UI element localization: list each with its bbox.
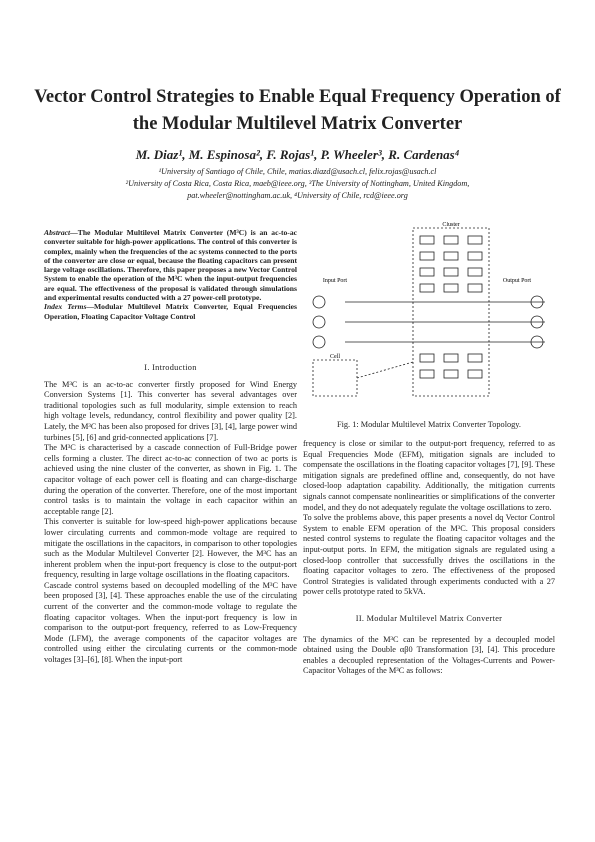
- label-output-port: Output Port: [502, 278, 532, 284]
- paper-title: [20, 84, 575, 138]
- affil-line-1: ¹University of Santiago of Chile, Chile, matias.diazd@usach.cl, felix.rojas@usach.cl: [158, 167, 437, 176]
- section-2-heading: II. Modular Multilevel Matrix Converter: [355, 613, 503, 623]
- abstract: [44, 228, 297, 321]
- cell-column-3: [468, 236, 482, 378]
- intro-paragraph-1: The M³C is an ac-to-ac converter firstly proposed for Wind Energy Conversion Systems [1]. This converter has several advantages over traditional topologies such as full modularity, simple extension to reach high voltage levels, redundancy, control flexibility and power quality [2]. Lately, the M³C has been also proposed for drives [3], [4], large power wind turbines [5], [6] and grid-connected applications [7].: [44, 379, 297, 442]
- power-cell-detail: [313, 360, 357, 396]
- affiliations: [40, 166, 555, 202]
- intro-paragraph-3: This converter is suitable for low-speed high-power applications because lower circulating currents and common-mode voltage are required to mitigate the oscillations in the capacitors, in comparison to other topologies such as the Modular Multilevel Converter [2]. However, the M³C has an inherent problem when the input-port frequency is close to the output-port frequency, resulting in large voltage oscillations in the floating capacitors.: [44, 517, 297, 580]
- right-column-body: [303, 439, 555, 677]
- authors: M. Diaz¹, M. Espinosa², F. Rojas¹, P. Wheeler³, R. Cardenas⁴: [135, 147, 460, 162]
- left-column-body: [44, 363, 297, 666]
- title-line-2: the Modular Multilevel Matrix Converter: [132, 114, 463, 134]
- abstract-label: Abstract: [44, 228, 71, 237]
- label-cell: Cell: [330, 354, 340, 360]
- label-input-port: Input Port: [322, 278, 348, 284]
- cell-column-2: [444, 236, 458, 378]
- index-terms-text: —Modular Multilevel Matrix Converter, Equal Frequencies Operation, Floating Capacitor Voltage Control: [44, 302, 297, 321]
- intro-paragraph-5: frequency is close or similar to the output-port frequency, referred to as Equal Frequencies Mode (EFM), mitigation signals are included to compensate the oscillations in the floating capacitor voltages [7], [9]. These mitigation signals are predefined offline and, consequently, do not have closed-loop adaptation capability. Additionally, the mitigation currents signals cannot compensate nonlinearities or simplifications of the converter model, and they do not adequately regulate the voltage oscillations to zero.: [303, 439, 555, 512]
- section-1-heading: I. Introduction: [144, 363, 197, 372]
- index-terms-label: Index Terms: [44, 302, 87, 312]
- intro-paragraph-6: To solve the problems above, this paper presents a novel dq Vector Control System to enable EFM operation of the M³C. This proposal considers nested control systems to regulate the floating capacitor voltages and the input-output ports. In EFM, the mitigation signals are regulated using a closed-loop controller that successfully drives the oscillations in the floating capacitor voltages to zero. The effectiveness of the proposed Control Strategies is validated through experiments conducted with a 27 power cells prototype rated to 5kVA.: [303, 513, 555, 597]
- figure-caption: Fig. 1: Modular Multilevel Matrix Converter Topology.: [336, 420, 521, 429]
- affil-line-3: pat.wheeler@nottingham.ac.uk, ⁴University of Chile, rcd@ieee.org: [187, 191, 408, 200]
- cluster-box: [413, 228, 489, 396]
- label-cluster: Cluster: [442, 222, 460, 228]
- abstract-text: —The Modular Multilevel Matrix Converter (M³C) is an ac-to-ac converter suitable for high-power applications. The control of this converter is complex, mainly when the frequencies of the ac systems connected to the ports of the converter are close or equal, because the floating capacitors can present large voltage oscillations. Therefore, this paper proposes a new Vector Control System to enable the operation of the M³C when the input-output frequencies are equal. The effectiveness of the proposal is validated through simulations and experimental results conducted with a 27 power-cell prototype.: [44, 228, 297, 303]
- intro-paragraph-2: The M³C is characterised by a cascade connection of Full-Bridge power cells forming a cluster. The direct ac-to-ac connection of two ac ports is achieved using the nine cluster of the converter, as shown in Fig. 1. The capacitor voltage of each power cell is floating and can charge-discharge during the operation of the converter. Therefore, one of the most important control tasks is to maintain the voltage in each capacitor within an acceptable range [2].: [44, 443, 297, 516]
- intro-paragraph-4: Cascade control systems based on decoupled modelling of the M³C have been proposed [3], [4]. These approaches enable the use of the circulating current of the converter and the common-mode voltage to regulate the floating capacitor voltages. When the input-port frequency is low in comparison to the output-port frequency, referred to as Low-Frequency Mode (LFM), the average components of the capacitor voltages are controlled using either the circulating currents or the common-mode voltages [3]–[6], [8]. When the input-port: [44, 580, 297, 665]
- m3c-topology-figure: [305, 222, 553, 402]
- affil-line-2: ²University of Costa Rica, Costa Rica, maeb@ieee.org, ³The University of Nottingham, United Kingdom,: [125, 179, 470, 188]
- title-line-1: Vector Control Strategies to Enable Equal Frequency Operation of: [34, 87, 561, 107]
- section-2-paragraph-1: The dynamics of the M³C can be represented by a decoupled model obtained using the Double αβ0 Transformation [3], [4]. This procedure enables a decoupled representation of the Voltages-Currents and Power-Capacitor Voltages of the M³C as follows:: [303, 634, 555, 676]
- cell-column-1: [420, 236, 434, 378]
